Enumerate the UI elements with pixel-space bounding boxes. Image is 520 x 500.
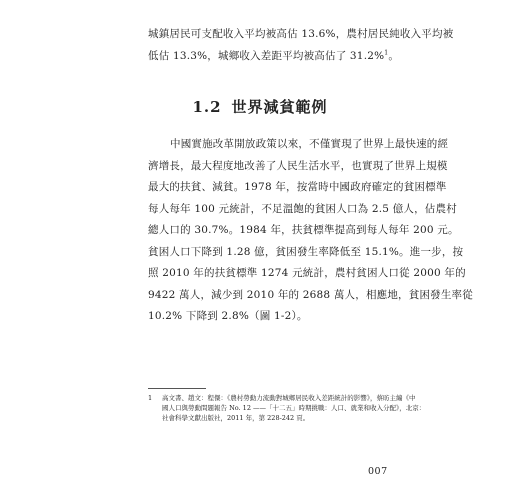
footnote-line: 國人口與勞動問題報告 No. 12 ——「十二五」時期挑戰：人口、就業和收入分配》，北京： <box>162 404 426 412</box>
footnote-line: 高文書、趙文：程傑：《農村勞動力流動對城鄉居民收入差距統計的影響》，蔡昉主編《中 <box>162 394 416 402</box>
paragraph-line: 貧困人口下降到 1.28 億，貧困發生率降低至 15.1%。進一步，按 <box>148 245 464 258</box>
footnote-text <box>148 393 426 423</box>
page-number: 007 <box>368 466 388 477</box>
paragraph-line: 每人每年 100 元統計，不足溫飽的貧困人口為 2.5 億人，佔農村 <box>148 202 457 215</box>
footnote-reference[interactable]: 1 <box>384 49 389 56</box>
paragraph-line: 總人口的 30.7%。1984 年，扶貧標準提高到每人每年 200 元。 <box>148 224 459 236</box>
continued-paragraph <box>148 24 454 67</box>
paragraph-line: 城鎮居民可支配收入平均被高估 13.6%，農村居民純收入平均被 <box>148 28 454 40</box>
paragraph-text: 低估 13.3%，城鄉收入差距平均被高估了 31.2% <box>148 49 385 62</box>
paragraph-line: 照 2010 年的扶貧標準 1274 元統計，農村貧困人口從 2000 年的 <box>148 267 466 279</box>
footnote-line: 社會科學文獻出版社，2011 年，第 228-242 頁。 <box>162 414 310 422</box>
footnote-mark: 1 <box>148 394 153 402</box>
paragraph-line: 最大的扶貧、減貧。1978 年，按當時中國政府確定的貧困標準 <box>148 181 447 193</box>
paragraph-line: 10.2% 下降到 2.8%（圖 1-2）。 <box>148 310 308 322</box>
paragraph-text: 。 <box>388 49 400 62</box>
paragraph-line: 濟增長，最大程度地改善了人民生活水平，也實現了世界上規模 <box>148 159 448 172</box>
paragraph-line: 中國實施改革開放政策以來，不僅實現了世界上最快速的經 <box>170 138 449 150</box>
section-heading <box>0 96 520 117</box>
section-title: 世界減貧範例 <box>231 98 328 116</box>
main-paragraph <box>148 134 473 328</box>
paragraph-line: 9422 萬人，減少到 2010 年的 2688 萬人，相應地，貧困發生率從 <box>148 288 473 301</box>
footnote-divider <box>148 388 206 389</box>
paragraph-line <box>148 46 398 68</box>
section-number: 1.2 <box>192 98 222 116</box>
footnote <box>148 393 426 423</box>
